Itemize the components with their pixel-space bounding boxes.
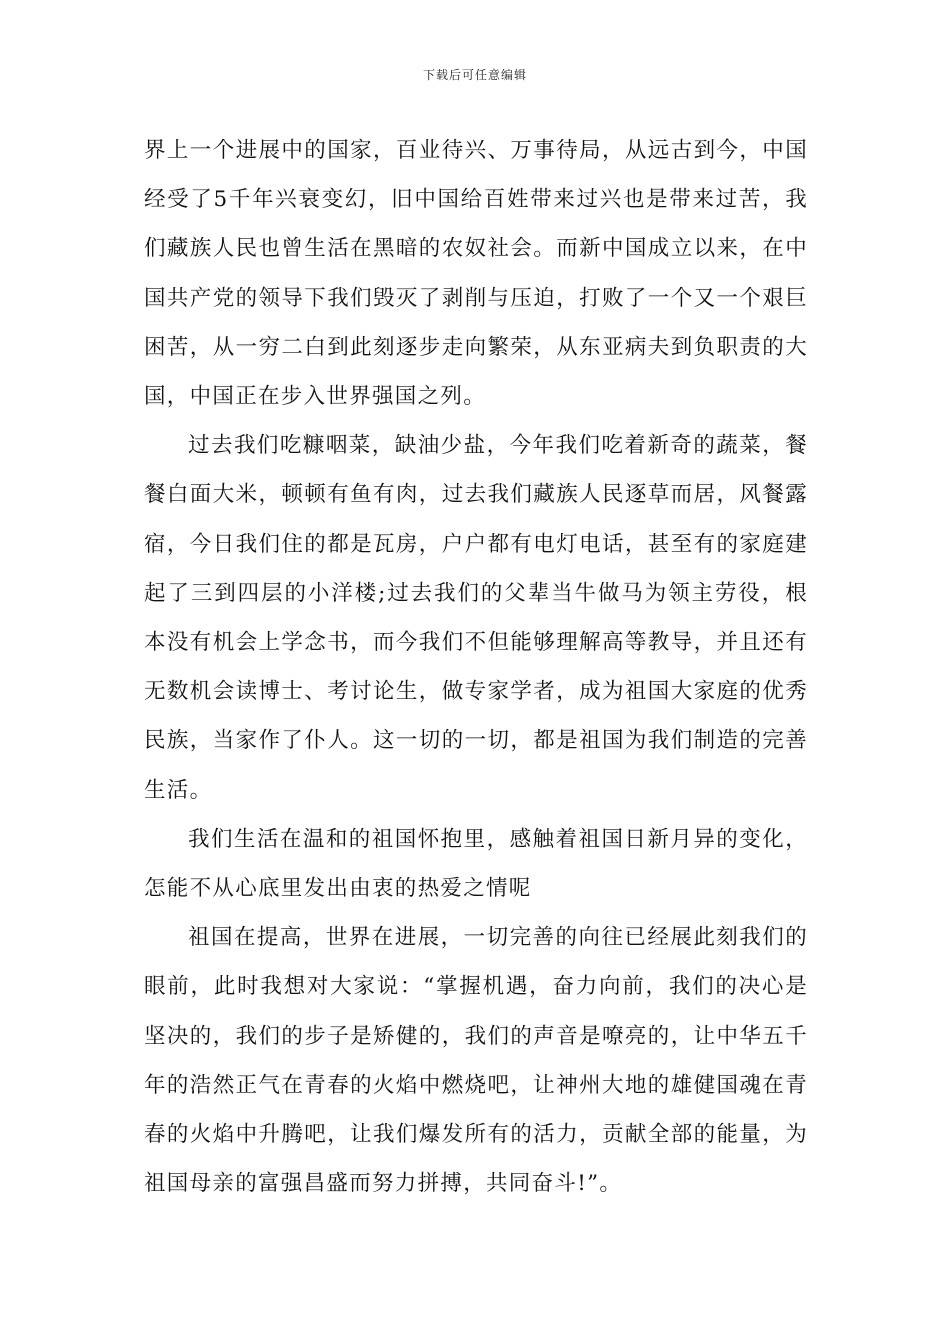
paragraph-3: 我们生活在温和的祖国怀抱里，感触着祖国日新月异的变化，怎能不从心底里发出由衷的热爱之情呢 [144,826,808,902]
paragraph-1: 界上一个进展中的国家，百业待兴、万事待局，从远古到今，中国经受了5千年兴衰变幻，旧中国给百姓带来过兴也是带来过苦，我们藏族人民也曾生活在黑暗的农奴社会。而新中国成立以来，在中国共产党的领导下我们毁灭了剥削与压迫，打败了一个又一个艰巨困苦，从一穷二白到此刻逐步走向繁荣，从东亚病夫到负职责的大国，中国正在步入世界强国之列。 [144,138,808,410]
paragraph-4: 祖国在提高，世界在进展，一切完善的向往已经展此刻我们的眼前，此时我想对大家说：“掌握机遇，奋力向前，我们的决心是坚决的，我们的步子是矫健的，我们的声音是嘹亮的，让中华五千年的浩然正气在青春的火焰中燃烧吧，让神州大地的雄健国魂在青春的火焰中升腾吧，让我们爆发所有的活力，贡献全部的能量，为祖国母亲的富强昌盛而努力拼搏，共同奋斗!”。 [144,925,808,1197]
document-body [144,126,808,1208]
paragraph-2: 过去我们吃糠咽菜，缺油少盐，今年我们吃着新奇的蔬菜，餐餐白面大米，顿顿有鱼有肉，过去我们藏族人民逐草而居，风餐露宿，今日我们住的都是瓦房，户户都有电灯电话，甚至有的家庭建起了三到四层的小洋楼;过去我们的父辈当牛做马为领主劳役，根本没有机会上学念书，而今我们不但能够理解高等教导，并且还有无数机会读博士、考讨论生，做专家学者，成为祖国大家庭的优秀民族，当家作了仆人。这一切的一切，都是祖国为我们制造的完善生活。 [144,433,808,803]
page-header: 下载后可任意编辑 [422,68,527,82]
